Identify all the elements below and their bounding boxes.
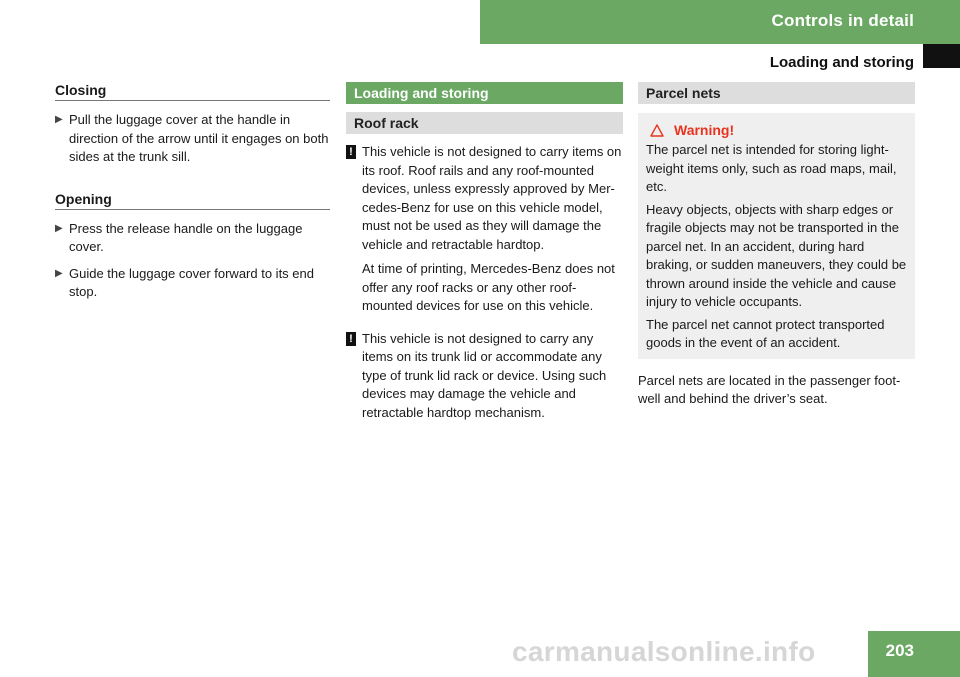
- closing-step-text: Pull the luggage cover at the handle in direction of the arrow until it engages on both sides at the trunk sill.: [69, 112, 329, 164]
- notice-roof-text-2: At time of printing, Mercedes-Benz does not offer any roof racks or any other roof-mounted devices for use on this vehicle.: [362, 261, 615, 313]
- column-left: [55, 82, 330, 310]
- opening-step: [55, 220, 330, 257]
- opening-heading: Opening: [55, 191, 330, 210]
- warning-title: Warning!: [674, 122, 735, 138]
- watermark: carmanualsonline.info: [512, 636, 816, 667]
- notice-trunk-lid: [346, 330, 623, 423]
- roof-rack-heading: Roof rack: [346, 112, 623, 134]
- subsection-title: Loading and storing: [769, 54, 914, 71]
- column-right: [638, 82, 915, 409]
- closing-heading: Closing: [55, 82, 330, 101]
- thumb-tab-marker: [923, 44, 960, 68]
- column-middle: [346, 82, 623, 428]
- opening-step-text: Guide the luggage cover forward to its end stop.: [69, 265, 314, 299]
- notice-trunk-lid-text: This vehicle is not designed to carry any items on its trunk lid or accommodate any type of trunk lid rack or device. Using such devices may damage the vehicle and retractable hardtop mechanism.: [362, 330, 607, 420]
- notice-roof: [346, 143, 623, 316]
- header-bar: [480, 0, 960, 44]
- section-heading-bar: Loading and storing: [346, 82, 623, 104]
- triangle-right-icon: ▶: [55, 114, 63, 125]
- page-number: 203: [885, 641, 914, 660]
- warning-text: The parcel net is intended for storing light-weight items only, such as road maps, mail, etc.: [646, 142, 897, 194]
- warning-text: Heavy objects, objects with sharp edges or fragile objects may not be transported in the parcel net. In an accident, during hard braking, or sudden maneuvers, they could be thrown around inside the vehicle and cause injury to vehicle occupants.: [646, 201, 907, 309]
- exclamation-icon: !: [346, 145, 356, 159]
- warning-triangle-icon: [650, 124, 664, 137]
- triangle-right-icon: ▶: [55, 222, 63, 234]
- section-title: Controls in detail: [771, 11, 914, 30]
- opening-step: [55, 265, 330, 302]
- triangle-right-icon: ▶: [55, 267, 63, 279]
- exclamation-icon: !: [346, 332, 356, 346]
- parcel-nets-body: Parcel nets are located in the passenger foot-well and behind the driver’s seat.: [638, 372, 901, 406]
- parcel-nets-heading: Parcel nets: [638, 82, 915, 104]
- opening-step-text: Press the release handle on the luggage cover.: [69, 220, 303, 254]
- warning-box: [638, 113, 915, 359]
- notice-roof-text: This vehicle is not designed to carry items on its roof. Roof rails and any roof-mounted devices, unless expressly approved by Mer-cedes-Benz for use on this vehicle model, must not be used as they will damage the vehicle and retractable hardtop.: [362, 144, 622, 252]
- warning-text: The parcel net cannot protect transported goods in the event of an accident.: [646, 316, 885, 350]
- closing-step: [55, 111, 330, 167]
